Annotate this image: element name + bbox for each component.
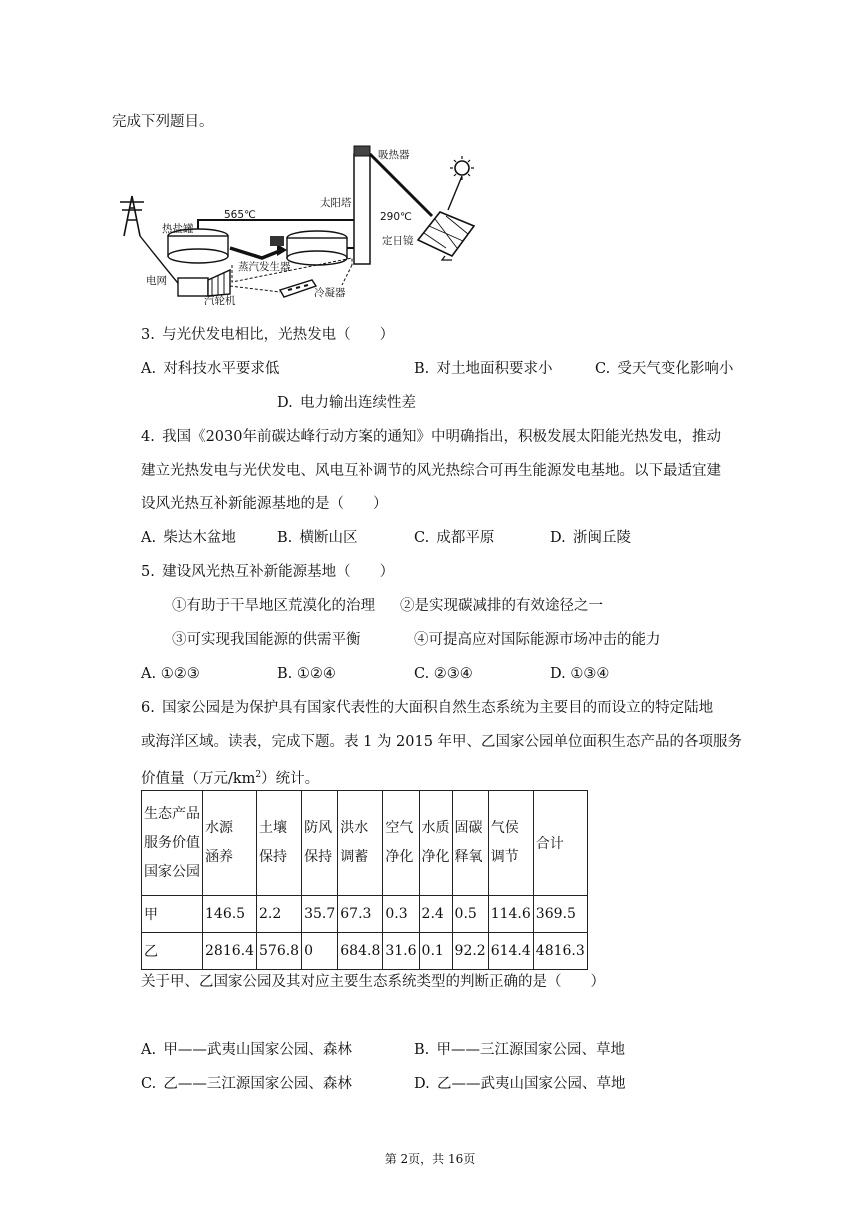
q5-statement-3: ③可实现我国能源的供需平衡 (172, 632, 361, 648)
q4-line-3: 设风光热互补新能源基地的是（ ） (141, 496, 388, 512)
table-cell: 92.2 (452, 933, 488, 970)
header-text: 调蓄 (340, 849, 369, 865)
table-cell: 2816.4 (203, 933, 257, 970)
page-footer: 第 2页，共 16页 (384, 1152, 476, 1166)
header-carbon (452, 791, 488, 896)
table-cell: 0.1 (419, 933, 452, 970)
q5-statement-1: ①有助于干旱地区荒漠化的治理 (172, 598, 375, 614)
header-text: 保持 (259, 849, 287, 865)
table-cell: 0.5 (452, 896, 488, 933)
header-text: 水源 (205, 820, 233, 836)
q6-option-b[interactable]: B. 甲——三江源国家公园、草地 (414, 1042, 626, 1058)
header-text: 气侯 (490, 820, 519, 836)
heliostat-icon (418, 212, 474, 260)
table-row (142, 896, 588, 933)
table-cell: 2.4 (419, 896, 452, 933)
header-text: 水质 (421, 820, 450, 836)
q4-option-d[interactable]: D. 浙闽丘陵 (550, 530, 631, 546)
label-absorber: 吸热器 (378, 149, 410, 161)
label-turbine: 汽轮机 (204, 295, 236, 305)
header-total (533, 791, 587, 896)
corner-line-2: 服务价值 (144, 834, 200, 851)
corner-line-1: 生态产品 (144, 805, 200, 822)
table-cell: 146.5 (203, 896, 257, 933)
header-air (383, 791, 419, 896)
label-heliostat: 定日镜 (382, 235, 414, 247)
q5-stem: 5. 建设风光热互补新能源基地（ ） (141, 564, 395, 580)
table-cell: 2.2 (257, 896, 302, 933)
table-row (142, 933, 588, 970)
q5-option-b[interactable]: B. ①②④ (277, 666, 336, 682)
q5-statement-4: ④可提高应对国际能源市场冲击的能力 (414, 632, 661, 648)
table-cell: 0.3 (383, 896, 419, 933)
q6-question: 关于甲、乙国家公园及其对应主要生态系统类型的判断正确的是（ ） (141, 974, 605, 990)
condenser-icon (280, 280, 316, 297)
q3-option-c[interactable]: C. 受天气变化影响小 (595, 361, 734, 377)
q6-line-1: 6. 国家公园是为保护具有国家代表性的大面积自然生态系统为主要目的而设立的特定陆地 (141, 700, 714, 716)
label-condenser: 冷凝器 (314, 287, 346, 299)
ecosystem-value-table (141, 790, 588, 970)
q6-option-d[interactable]: D. 乙——武夷山国家公园、草地 (414, 1076, 626, 1092)
header-text: 涵养 (205, 849, 233, 865)
diagram-svg (112, 140, 492, 305)
q6-line-3-sup: 2 (255, 770, 262, 780)
q3-stem: 3. 与光伏发电相比，光热发电（ ） (141, 327, 395, 343)
table-cell: 684.8 (338, 933, 383, 970)
q6-line-3 (141, 765, 319, 789)
q5-statement-2: ②是实现碳减排的有效途径之一 (400, 598, 603, 614)
table-cell: 0 (302, 933, 338, 970)
cold-salt-tank-icon (287, 231, 347, 265)
table-header-row (142, 791, 588, 896)
q6-line-3b: ）统计。 (261, 770, 320, 787)
table-cell: 369.5 (533, 896, 587, 933)
table-cell: 4816.3 (533, 933, 587, 970)
header-water-quality (419, 791, 452, 896)
label-temp-low: 290℃ (380, 211, 412, 223)
label-steam-gen: 蒸汽发生器 (238, 261, 291, 273)
header-soil (257, 791, 302, 896)
label-temp-high: 565℃ (224, 209, 256, 221)
intro-text: 完成下列题目。 (112, 114, 214, 130)
solar-thermal-diagram (112, 140, 492, 305)
q6-line-2: 或海洋区域。读表，完成下题。表 1 为 2015 年甲、乙国家公园单位面积生态产品的各项服务 (141, 734, 743, 750)
q4-option-c[interactable]: C. 成都平原 (414, 530, 495, 546)
header-text: 净化 (421, 849, 450, 865)
header-wind (302, 791, 338, 896)
header-text: 土壤 (259, 820, 287, 836)
q3-option-b[interactable]: B. 对土地面积要求小 (414, 361, 553, 377)
q5-option-a[interactable]: A. ①②③ (141, 666, 200, 682)
q6-line-3a: 价值量（万元/km (141, 770, 256, 787)
header-flood (338, 791, 383, 896)
header-climate (488, 791, 533, 896)
q3-option-d[interactable]: D. 电力输出连续性差 (277, 395, 416, 411)
header-water (203, 791, 257, 896)
turbine-icon (178, 270, 230, 296)
header-text: 调节 (490, 849, 519, 865)
header-text: 净化 (385, 849, 414, 865)
label-tower: 太阳塔 (320, 197, 352, 209)
label-hot-salt: 热盐罐 (162, 223, 194, 235)
header-text: 合计 (535, 836, 564, 852)
q6-option-c[interactable]: C. 乙——三江源国家公园、森林 (141, 1076, 352, 1092)
table-cell: 67.3 (338, 896, 383, 933)
table-cell: 31.6 (383, 933, 419, 970)
q4-option-a[interactable]: A. 柴达木盆地 (141, 530, 236, 546)
header-text: 洪水 (340, 820, 369, 836)
table-cell: 114.6 (488, 896, 533, 933)
label-grid: 电网 (146, 275, 167, 287)
header-text: 防风 (304, 820, 333, 836)
header-text: 空气 (385, 820, 414, 836)
q4-line-2: 建立光热发电与光伏发电、风电互补调节的风光热综合可再生能源发电基地。以下最适宜建 (141, 463, 721, 479)
q6-option-a[interactable]: A. 甲——武夷山国家公园、森林 (141, 1042, 352, 1058)
solar-tower-icon (354, 146, 370, 264)
q3-option-a[interactable]: A. 对科技水平要求低 (141, 361, 280, 377)
row-name: 甲 (142, 896, 203, 933)
q4-option-b[interactable]: B. 横断山区 (277, 530, 358, 546)
q5-option-d[interactable]: D. ①③④ (550, 666, 610, 682)
table-cell: 576.8 (257, 933, 302, 970)
q5-option-c[interactable]: C. ②③④ (414, 666, 473, 682)
table-cell: 614.4 (488, 933, 533, 970)
header-text: 保持 (304, 849, 333, 865)
q4-line-1: 4. 我国《2030年前碳达峰行动方案的通知》中明确指出，积极发展太阳能光热发电，推动 (141, 429, 721, 445)
table-cell: 35.7 (302, 896, 338, 933)
header-text: 释氧 (454, 849, 483, 865)
row-name: 乙 (142, 933, 203, 970)
header-text: 固碳 (454, 820, 483, 836)
table-corner-cell (142, 791, 203, 896)
corner-line-3: 国家公园 (144, 863, 200, 880)
